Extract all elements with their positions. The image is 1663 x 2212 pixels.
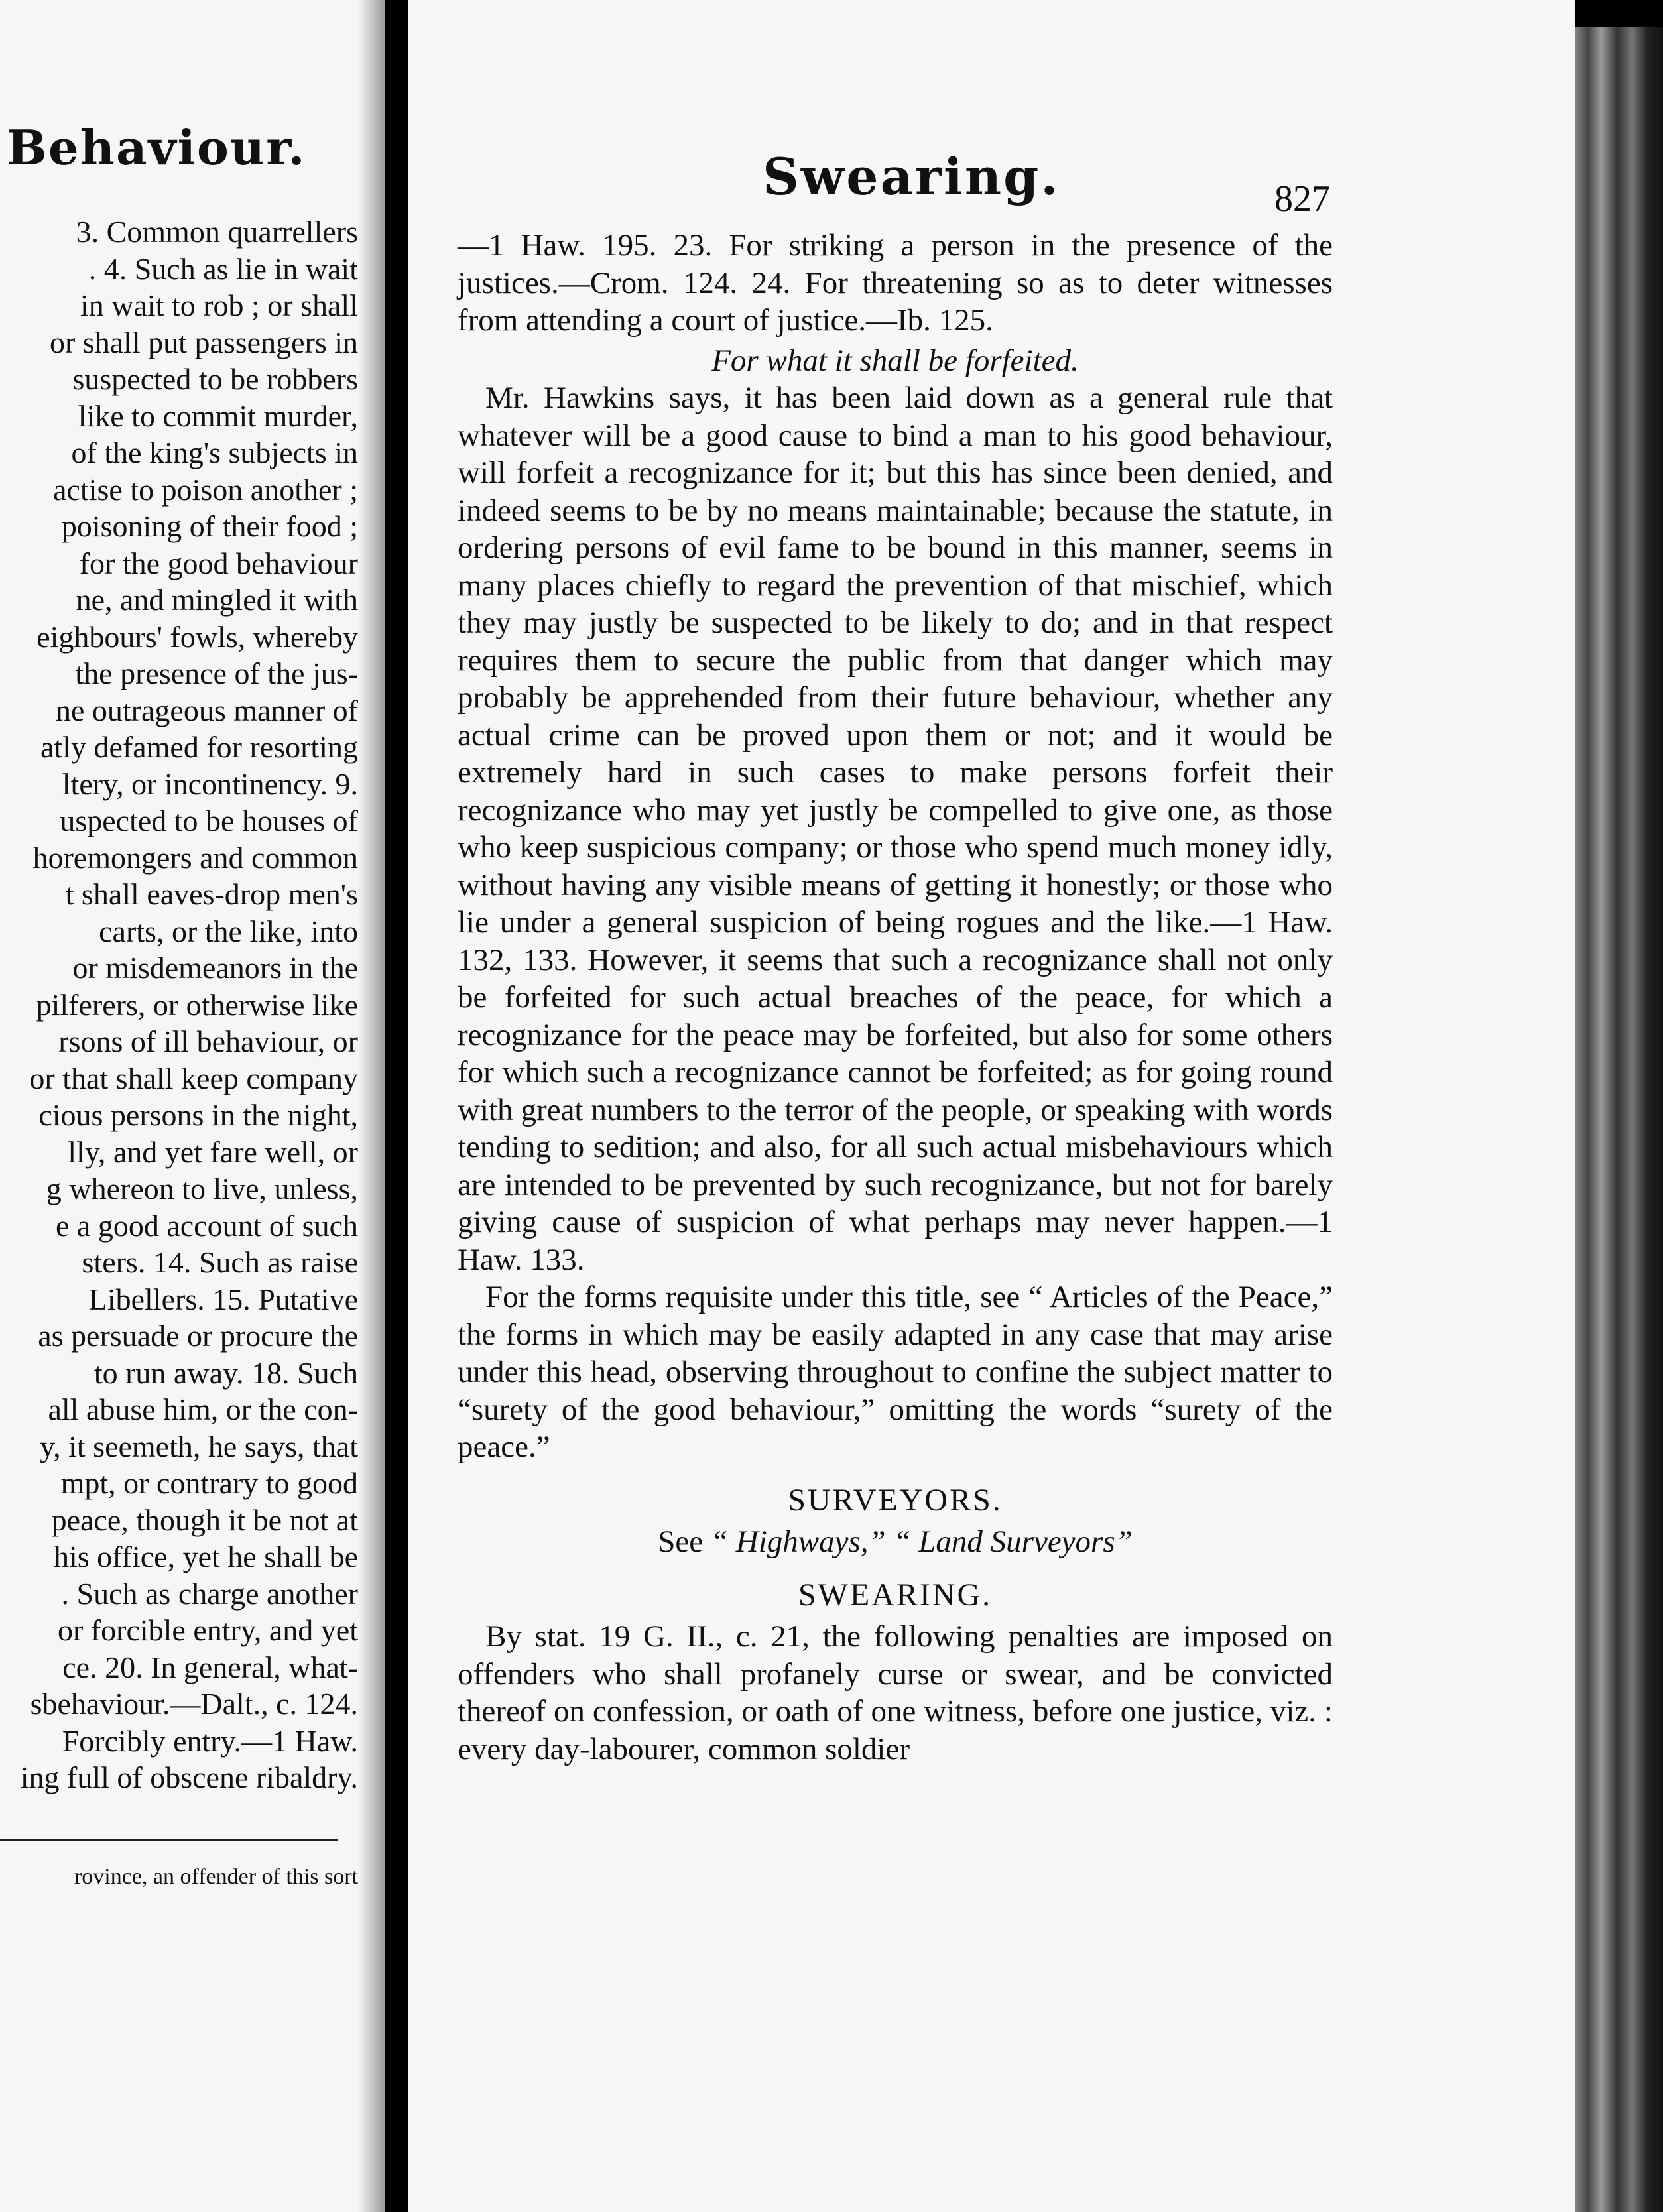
left-text-line: t shall eaves-drop men's xyxy=(65,877,358,911)
left-running-head: Behaviour. xyxy=(7,119,306,176)
left-text-line: ing full of obscene ribaldry. xyxy=(20,1760,358,1794)
see-ref-highways: “ Highways,” xyxy=(710,1524,886,1559)
left-text-line: ne, and mingled it with xyxy=(76,583,358,617)
left-text-line: uspected to be houses of xyxy=(60,804,358,837)
left-text-line: sters. 14. Such as raise xyxy=(82,1245,358,1279)
left-text-line: rsons of ill behaviour, or xyxy=(58,1024,358,1058)
left-text-line: all abuse him, or the con- xyxy=(48,1392,358,1426)
page-number: 827 xyxy=(1274,178,1330,219)
left-text-line: or shall put passengers in xyxy=(49,325,358,359)
left-text-line: for the good behaviour xyxy=(79,546,358,580)
paragraph-continuation: —1 Haw. 195. 23. For striking a person in the presence of the justices.—Crom. 124. 24. For threatening so as to deter witnesses from attending a court of justice.—Ib. 125. xyxy=(458,228,1333,338)
left-text-line: or misdemeanors in the xyxy=(72,951,358,985)
left-text-line: g whereon to live, unless, xyxy=(46,1172,358,1205)
page-edge-stack xyxy=(1575,27,1663,2212)
left-text-line: to run away. 18. Such xyxy=(93,1355,358,1390)
left-footnote: rovince, an offender of this sort xyxy=(74,1865,358,1889)
left-text-line: actise to poison another ; xyxy=(53,472,358,507)
left-text-line: lly, and yet fare well, or xyxy=(68,1135,358,1169)
left-text-line: . Such as charge another xyxy=(61,1576,358,1611)
left-text-line: the presence of the jus- xyxy=(75,656,358,690)
left-text-line: eighbours' fowls, whereby xyxy=(36,619,358,654)
left-text-line: ne outrageous manner of xyxy=(55,693,358,727)
footnote-rule xyxy=(0,1839,338,1841)
left-text-line: his office, yet he shall be xyxy=(53,1540,358,1573)
left-text-line: ltery, or incontinency. 9. xyxy=(62,767,358,801)
left-text-line: pilferers, or otherwise like xyxy=(36,987,358,1022)
running-head: Swearing. xyxy=(763,147,1060,206)
left-text-line: as persuade or procure the xyxy=(38,1319,358,1353)
left-text-line: mpt, or contrary to good xyxy=(60,1466,358,1500)
left-text-line: like to commit murder, xyxy=(78,399,358,433)
left-text-line: of the king's subjects in xyxy=(71,436,358,469)
left-text-line: horemongers and common xyxy=(32,840,358,875)
left-text-line: or that shall keep company xyxy=(29,1061,358,1095)
paragraph-statute: By stat. 19 G. II., c. 21, the following penalties are imposed on offenders who shall profanely curse or swear, and be convicted thereof on confession, or oath of one witness, before one justice, viz. : every day-labourer, common soldier xyxy=(458,1619,1333,1766)
left-text-line: peace, though it be not at xyxy=(51,1503,358,1537)
see-reference xyxy=(458,1523,1333,1561)
heading-surveyors: SURVEYORS. xyxy=(788,1482,1003,1518)
see-ref-land-surveyors: “ Land Surveyors” xyxy=(893,1524,1133,1559)
left-text-line: suspected to be robbers xyxy=(72,362,358,396)
left-text-line: atly defamed for resorting xyxy=(40,730,358,764)
paragraph-hawkins: Mr. Hawkins says, it has been laid down as a general rule that whatever will be a good cause to bind a man to his good behaviour, will forfeit a recognizance for it; but this has since been denied, and indeed seems to be by no means maintainable; because the statute, in ordering persons of evil fame to be bound in this manner, seems in many places chiefly to regard the prevention of that mischief, which they may justly be suspected to be likely to do; and in that respect requires them to secure the public from that danger which may probably be apprehended from their future behaviour, whether any actual crime can be proved upon them or not; and it would be extremely hard in such cases to make persons forfeit their recognizance who may yet justly be compelled to give one, as those who keep suspicious company; or those who spend much money idly, without having any visible means of getting it honestly; or those who lie under a general suspicion of being rogues and the like.—1 Haw. 132, 133. However, it seems that such a recognizance shall not only be forfeited for such actual breaches of the peace, for which a recognizance for the peace may be forfeited, but also for some others for which such a recognizance cannot be forfeited; as for going round with great numbers to the terror of the people, or speaking with words tending to sedition; and also, for all such actual misbehaviours which are intended to be prevented by such recognizance, but not for barely giving cause of suspicion of what perhaps may never happen.—1 Haw. 133. xyxy=(458,381,1333,1277)
left-text-line: or forcible entry, and yet xyxy=(58,1613,358,1647)
left-page xyxy=(0,0,385,2212)
left-text-line: cious persons in the night, xyxy=(38,1098,358,1132)
left-text-column xyxy=(0,214,358,1796)
left-text-line: ce. 20. In general, what- xyxy=(62,1650,358,1684)
gutter-shadow xyxy=(358,0,385,2212)
subheading-forfeited: For what it shall be forfeited. xyxy=(711,343,1079,378)
paragraph-forms: For the forms requisite under this title, see “ Articles of the Peace,” the forms in which may be easily adapted in any case that may arise under this head, observing throughout to confine the subject matter to “surety of the good behaviour,” omitting the words “surety of the peace.” xyxy=(458,1280,1333,1464)
see-prefix: See xyxy=(658,1524,704,1559)
left-text-line: carts, or the like, into xyxy=(99,914,358,948)
left-text-line: Libellers. 15. Putative xyxy=(88,1282,358,1316)
left-text-line: poisoning of their food ; xyxy=(61,509,358,543)
body-text xyxy=(458,227,1333,1768)
left-text-line: e a good account of such xyxy=(55,1208,358,1243)
left-text-line: in wait to rob ; or shall xyxy=(80,288,358,322)
heading-swearing: SWEARING. xyxy=(798,1577,993,1613)
left-text-line: . 4. Such as lie in wait xyxy=(88,251,358,286)
left-text-line: sbehaviour.—Dalt., c. 124. xyxy=(30,1687,358,1721)
left-text-line: Forcibly entry.—1 Haw. xyxy=(62,1723,358,1758)
left-text-line: 3. Common quarrellers xyxy=(76,215,358,249)
left-text-line: y, it seemeth, he says, that xyxy=(40,1429,358,1463)
